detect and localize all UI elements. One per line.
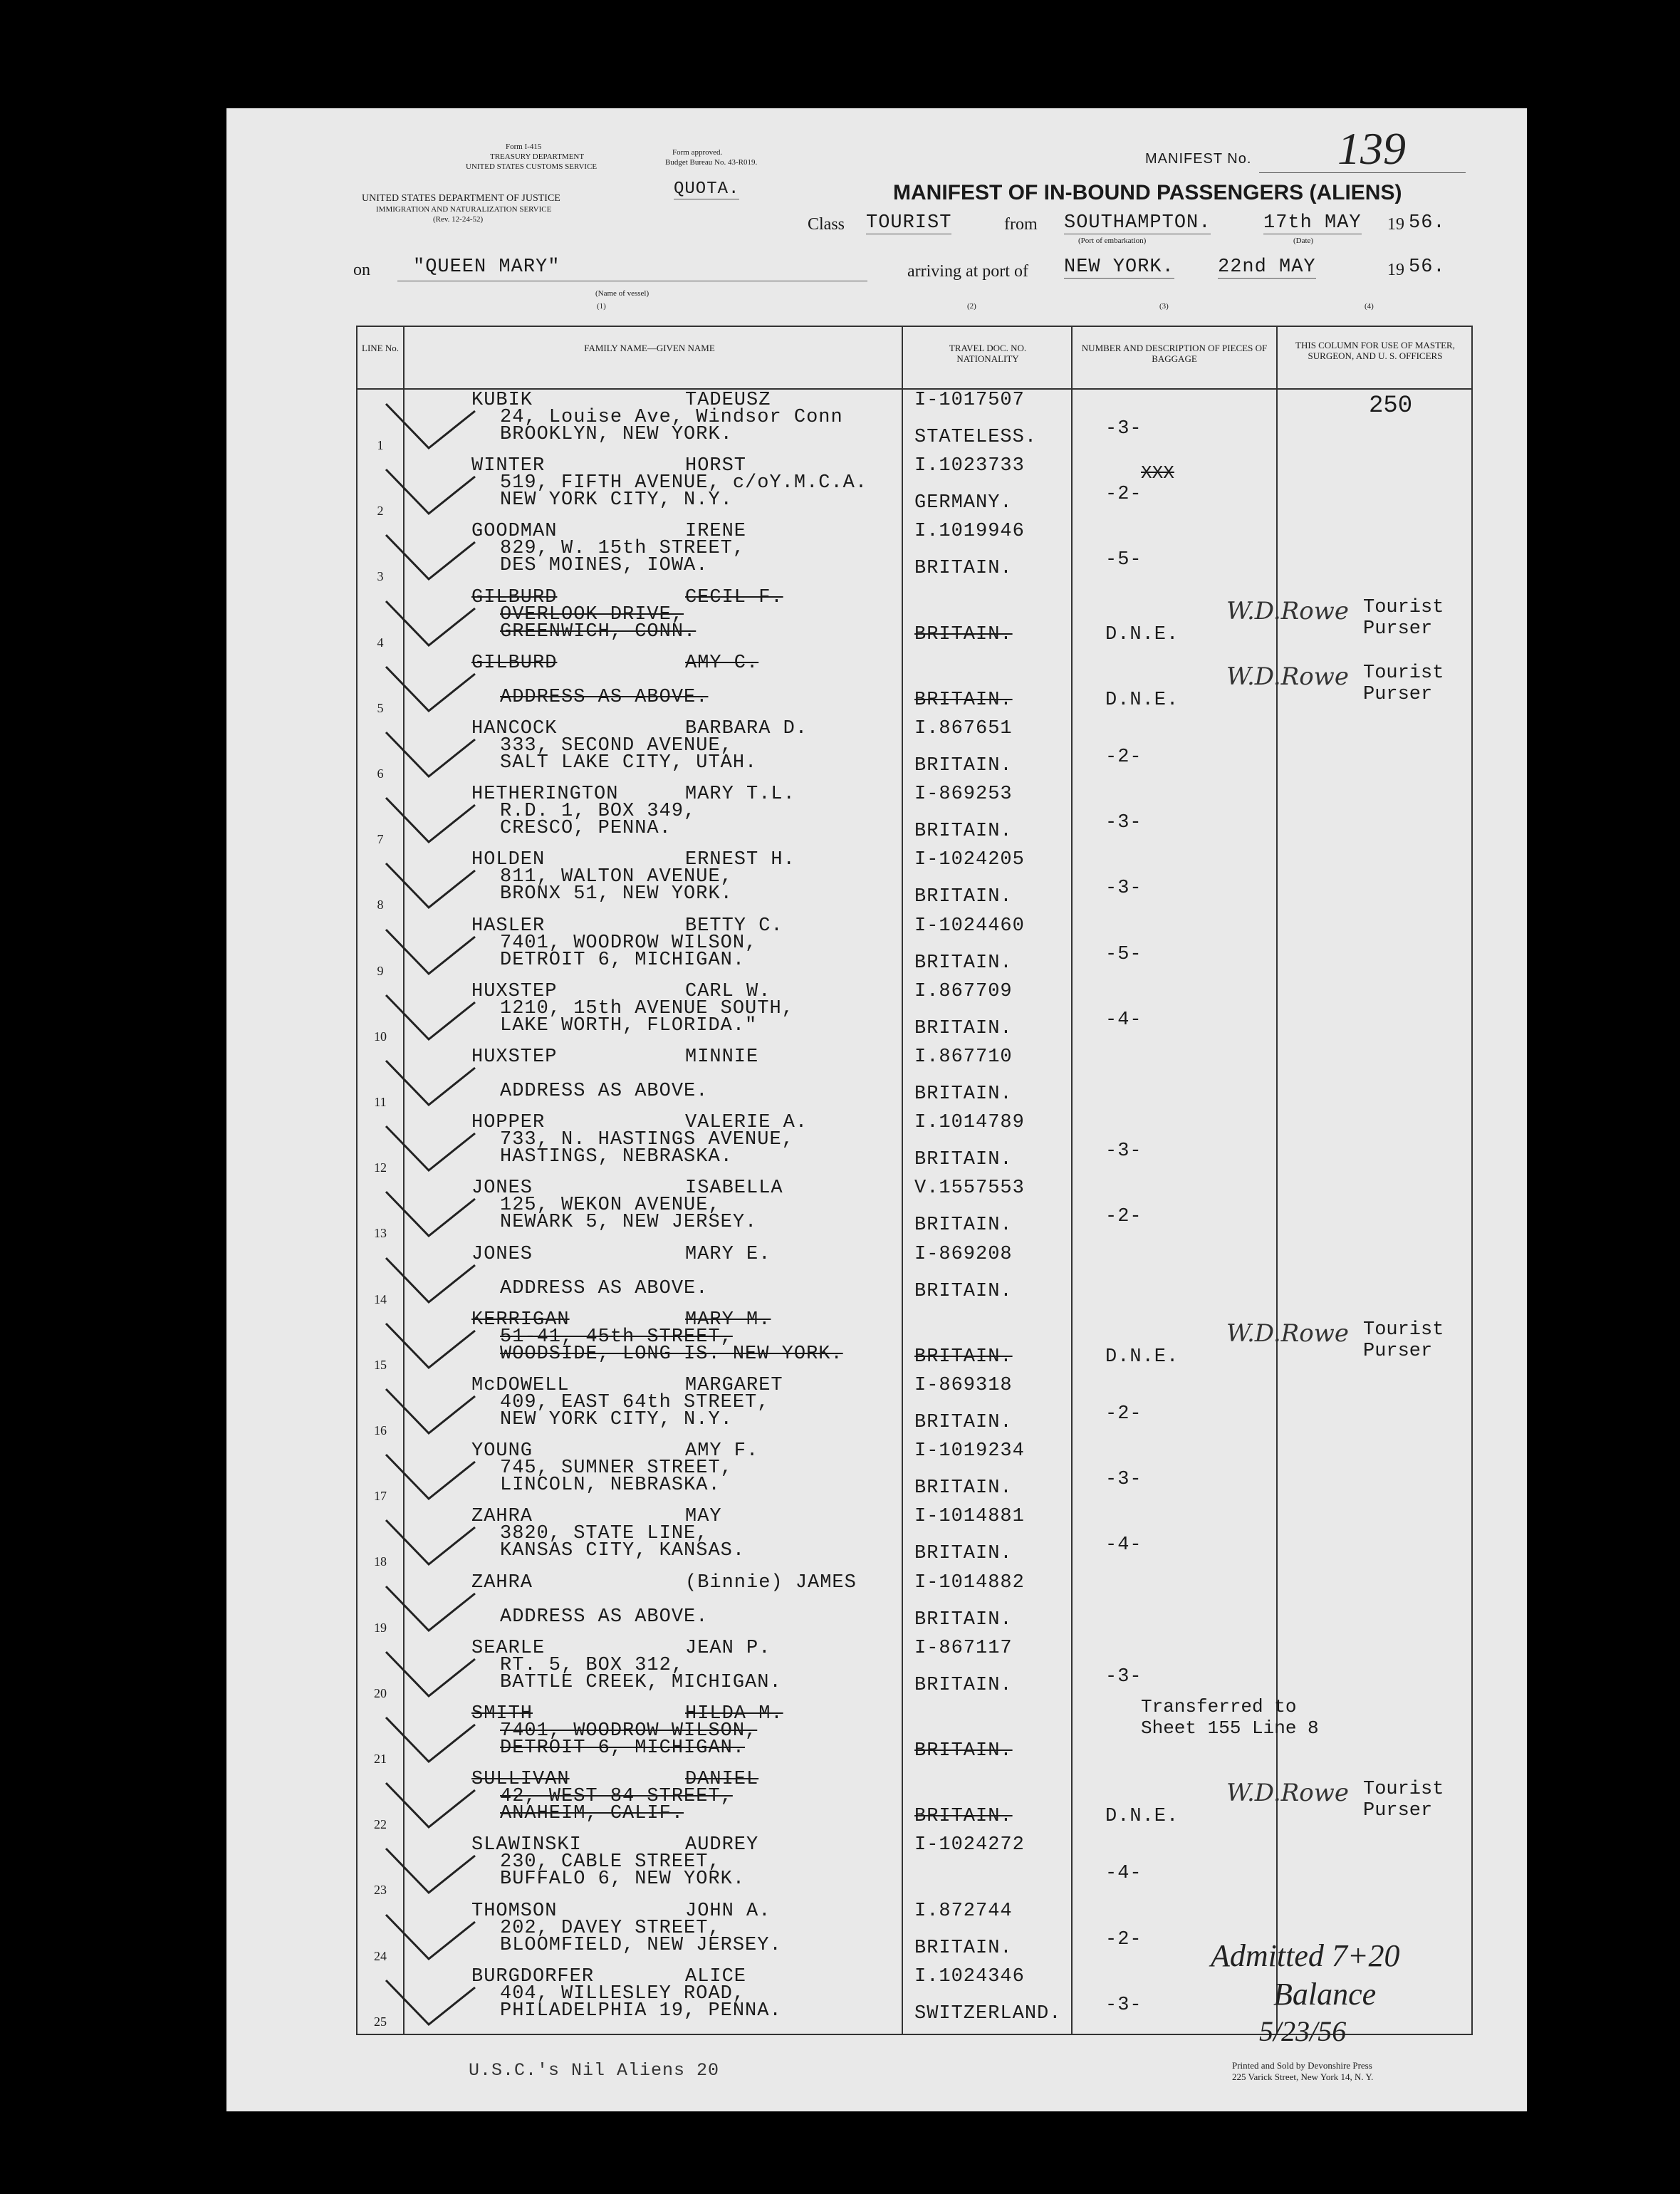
line-number: 19: [374, 1620, 387, 1635]
address-line-1: 202, DAVEY STREET,: [500, 1917, 721, 1939]
baggage-count: -4-: [1105, 1863, 1142, 1885]
line-number: 17: [374, 1489, 387, 1504]
arrival-year-prefix: 19: [1387, 261, 1404, 279]
manifest-entry: [358, 1375, 1471, 1440]
line-number: 20: [374, 1685, 387, 1700]
baggage-count: -2-: [1105, 484, 1142, 506]
port-embarkation-caption: (Port of embarkation): [1078, 236, 1147, 245]
line-number: 1: [377, 438, 384, 452]
baggage-count: -4-: [1105, 1534, 1142, 1556]
manifest-entry: [358, 1244, 1471, 1309]
given-name: IRENE: [685, 521, 747, 543]
manifest-no-underline: [1259, 172, 1466, 173]
travel-doc-number: I.1014789: [914, 1112, 1025, 1134]
given-name: (Binnie) JAMES: [685, 1571, 857, 1593]
line-number: 5: [377, 700, 384, 715]
line-number: 11: [374, 1095, 387, 1109]
form-revision: (Rev. 12-24-52): [433, 215, 484, 224]
travel-doc-number: I.872744: [914, 1900, 1013, 1922]
family-name: HUXSTEP: [471, 1046, 558, 1068]
nationality: BRITAIN.: [914, 1543, 1013, 1565]
baggage-count: -2-: [1105, 1403, 1142, 1425]
did-not-embark: D.N.E.: [1105, 623, 1179, 645]
line-number: 3: [377, 569, 384, 584]
nationality: BRITAIN.: [914, 1477, 1013, 1499]
arrival-date: 22nd MAY: [1218, 256, 1316, 278]
address-line-1: 230, CABLE STREET,: [500, 1851, 721, 1873]
given-name: MINNIE: [685, 1046, 759, 1068]
from-label: from: [1004, 215, 1038, 234]
nationality: BRITAIN.: [914, 1083, 1013, 1105]
purser-signature: W.D.Rowe: [1226, 1319, 1349, 1348]
address-line-2: ADDRESS AS ABOVE.: [500, 1277, 709, 1299]
arrival-year: 56.: [1409, 256, 1446, 278]
family-name: JONES: [471, 1177, 533, 1200]
given-name: CECIL F.: [685, 586, 783, 608]
manifest-entry: [358, 1696, 1471, 1769]
nationality: BRITAIN.: [914, 755, 1013, 776]
family-name: HANCOCK: [471, 718, 558, 739]
family-name: McDOWELL: [471, 1375, 570, 1396]
manifest-entry: [358, 1309, 1471, 1375]
handwritten-date: 5/23/56: [1259, 2015, 1347, 2047]
address-line-1: 745, SUMNER STREET,: [500, 1457, 733, 1480]
given-name: JEAN P.: [685, 1637, 771, 1659]
baggage-count: -3-: [1105, 1665, 1142, 1688]
col-header-officers: THIS COLUMN FOR USE OF MASTER, SURGEON, AND U. S. OFFICERS: [1295, 340, 1455, 361]
address-line-2: NEW YORK CITY, N.Y.: [500, 489, 733, 511]
travel-doc-number: I.867651: [914, 718, 1013, 739]
family-name: GILBURD: [471, 652, 558, 674]
family-name: ZAHRA: [471, 1506, 533, 1528]
address-line-2: ADDRESS AS ABOVE.: [500, 686, 709, 708]
nationality: SWITZERLAND.: [914, 2002, 1062, 2024]
travel-doc-number: I-1014882: [914, 1571, 1025, 1593]
travel-doc-number: I-869253: [914, 784, 1013, 806]
form-service: UNITED STATES CUSTOMS SERVICE: [466, 162, 598, 171]
address-line-1: 811, WALTON AVENUE,: [500, 866, 733, 888]
family-name: GOODMAN: [471, 521, 558, 543]
given-name: MARY M.: [685, 1309, 771, 1331]
given-name: CARL W.: [685, 980, 771, 1002]
address-line-2: KANSAS CITY, KANSAS.: [500, 1540, 746, 1562]
family-name: YOUNG: [471, 1440, 533, 1462]
officer-remark: Transferred to Sheet 155 Line 8: [1141, 1696, 1319, 1739]
family-name: BURGDORFER: [471, 1965, 595, 1987]
given-name: TADEUSZ: [685, 390, 771, 411]
manifest-number: 139: [1337, 123, 1406, 174]
manifest-entry: [358, 521, 1471, 586]
nationality: BRITAIN.: [914, 1740, 1013, 1762]
class-label: Class: [808, 215, 845, 234]
address-line-1: 1210, 15th AVENUE SOUTH,: [500, 997, 794, 1019]
baggage-count: -3-: [1105, 1994, 1142, 2016]
address-line-1: 333, SECOND AVENUE,: [500, 735, 733, 757]
address-line-2: BLOOMFIELD, NEW JERSEY.: [500, 1934, 782, 1956]
address-line-2: NEWARK 5, NEW JERSEY.: [500, 1212, 758, 1234]
family-name: SLAWINSKI: [471, 1834, 582, 1856]
manifest-entry: [358, 1177, 1471, 1243]
vessel-name: "QUEEN MARY": [413, 256, 560, 278]
address-line-2: ADDRESS AS ABOVE.: [500, 1081, 709, 1102]
departure-date: 17th MAY: [1263, 212, 1362, 234]
family-name: HASLER: [471, 915, 546, 937]
family-name: SULLIVAN: [471, 1769, 570, 1791]
manifest-entry: [358, 1506, 1471, 1571]
address-line-2: LAKE WORTH, FLORIDA.": [500, 1014, 758, 1036]
address-line-2: CRESCO, PENNA.: [500, 818, 672, 840]
address-line-2: BRONX 51, NEW YORK.: [500, 883, 733, 905]
family-name: GILBURD: [471, 586, 558, 608]
nationality: STATELESS.: [914, 427, 1038, 448]
col-header-line-no: LINE No.: [362, 343, 399, 353]
address-line-1: 404, WILLESLEY ROAD,: [500, 1982, 746, 2005]
form-approved: Form approved.: [672, 148, 723, 157]
address-line-2: WOODSIDE, LONG IS. NEW YORK.: [500, 1343, 843, 1365]
line-number: 8: [377, 898, 384, 913]
family-name: HOPPER: [471, 1112, 546, 1134]
line-number: 14: [374, 1291, 387, 1306]
manifest-entry: [358, 653, 1471, 718]
nationality: BRITAIN.: [914, 689, 1013, 711]
purser-signature: W.D.Rowe: [1226, 1779, 1349, 1808]
travel-doc-number: I.867710: [914, 1046, 1013, 1068]
given-name: ERNEST H.: [685, 849, 795, 871]
travel-doc-number: I.1023733: [914, 455, 1025, 477]
nationality: BRITAIN.: [914, 1149, 1013, 1171]
line-number: 12: [374, 1160, 387, 1175]
family-name: SEARLE: [471, 1637, 546, 1659]
manifest-entry: [358, 784, 1471, 849]
family-name: HUXSTEP: [471, 980, 558, 1002]
travel-doc-number: I-1024460: [914, 915, 1025, 937]
form-justice: UNITED STATES DEPARTMENT OF JUSTICE: [362, 193, 560, 204]
baggage-count: -2-: [1105, 1206, 1142, 1228]
address-line-1: 51-41, 45th STREET,: [500, 1326, 733, 1348]
col-header-travel: TRAVEL DOC. NO. NATIONALITY: [949, 343, 1027, 364]
given-name: BETTY C.: [685, 915, 783, 937]
family-name: SMITH: [471, 1703, 533, 1725]
printer-line-2: 225 Varick Street, New York 14, N. Y.: [1232, 2071, 1374, 2082]
nationality: BRITAIN.: [914, 821, 1013, 843]
address-line-2: HASTINGS, NEBRASKA.: [500, 1146, 733, 1168]
line-number: 10: [374, 1029, 387, 1044]
address-line-1: 829, W. 15th STREET,: [500, 538, 746, 560]
class-value: TOURIST: [866, 212, 952, 234]
manifest-entry: [358, 1046, 1471, 1112]
given-name: AMY C.: [685, 652, 759, 674]
address-line-1: 733, N. HASTINGS AVENUE,: [500, 1129, 794, 1151]
address-line-1: 125, WEKON AVENUE,: [500, 1195, 721, 1217]
vessel-caption: (Name of vessel): [595, 289, 649, 298]
did-not-embark: D.N.E.: [1105, 689, 1179, 711]
nationality: BRITAIN.: [914, 1608, 1013, 1631]
travel-doc-number: I-869318: [914, 1375, 1013, 1396]
officer-remark: XXX: [1141, 462, 1174, 484]
baggage-count: -3-: [1105, 812, 1142, 834]
baggage-count: -3-: [1105, 878, 1142, 900]
col-header-name: FAMILY NAME—GIVEN NAME: [584, 343, 715, 353]
address-line-2: NEW YORK CITY, N.Y.: [500, 1409, 733, 1430]
line-number: 23: [374, 1883, 387, 1898]
col-header-baggage: NUMBER AND DESCRIPTION OF PIECES OF BAGGAGE: [1081, 343, 1268, 364]
given-name: ISABELLA: [685, 1177, 783, 1200]
travel-doc-number: I-1014881: [914, 1506, 1025, 1528]
baggage-count: -5-: [1105, 943, 1142, 965]
col-num-4: (4): [1365, 302, 1374, 311]
baggage-count: -2-: [1105, 747, 1142, 768]
family-name: HOLDEN: [471, 849, 546, 871]
line-number: 9: [377, 963, 384, 978]
printer-line-1: Printed and Sold by Devonshire Press: [1232, 2060, 1372, 2071]
form-ins: IMMIGRATION AND NATURALIZATION SERVICE: [376, 205, 552, 214]
address-line-1: RT. 5, BOX 312,: [500, 1654, 684, 1676]
travel-doc-number: I-1019234: [914, 1440, 1025, 1462]
baggage-count: -3-: [1105, 418, 1142, 440]
purser-title: Tourist Purser: [1363, 662, 1444, 705]
family-name: ZAHRA: [471, 1571, 533, 1593]
line-number: 24: [374, 1948, 387, 1963]
given-name: MARY T.L.: [685, 784, 795, 806]
col-num-2: (2): [967, 302, 976, 311]
col-num-1: (1): [597, 302, 606, 311]
manifest-entry: [358, 1769, 1471, 1834]
date-caption: (Date): [1293, 236, 1314, 245]
family-name: WINTER: [471, 455, 546, 477]
baggage-count: -4-: [1105, 1009, 1142, 1031]
nationality: BRITAIN.: [914, 623, 1013, 645]
line-number: 15: [374, 1357, 387, 1372]
manifest-page: [226, 108, 1527, 2111]
address-line-1: 42, WEST 84 STREET,: [500, 1786, 733, 1808]
address-line-2: ADDRESS AS ABOVE.: [500, 1606, 709, 1628]
alien-tally: U.S.C.'s Nil Aliens 20: [469, 2060, 720, 2081]
purser-signature: W.D.Rowe: [1226, 596, 1349, 625]
nationality: BRITAIN.: [914, 558, 1013, 580]
address-line-2: PHILADELPHIA 19, PENNA.: [500, 2000, 782, 2022]
handwritten-admitted: Admitted 7+20: [1211, 1938, 1400, 1973]
col-num-3: (3): [1159, 302, 1169, 311]
travel-doc-number: I-1024205: [914, 849, 1025, 871]
given-name: AMY F.: [685, 1440, 759, 1462]
address-line-2: SALT LAKE CITY, UTAH.: [500, 752, 758, 774]
departure-year-prefix: 19: [1387, 215, 1404, 234]
address-line-1: 519, FIFTH AVENUE, c/oY.M.C.A.: [500, 472, 868, 494]
given-name: ALICE: [685, 1965, 747, 1987]
family-name: HETHERINGTON: [471, 784, 619, 806]
given-name: AUDREY: [685, 1834, 759, 1856]
line-number: 6: [377, 766, 384, 781]
port-of-embarkation: SOUTHAMPTON.: [1064, 212, 1211, 234]
handwritten-balance: Balance: [1273, 1977, 1377, 2012]
baggage-count: -5-: [1105, 549, 1142, 571]
nationality: BRITAIN.: [914, 1280, 1013, 1302]
address-line-2: DES MOINES, IOWA.: [500, 555, 709, 577]
address-line-1: OVERLOOK DRIVE,: [500, 603, 684, 625]
address-line-2: GREENWICH, CONN.: [500, 620, 696, 643]
given-name: MARGARET: [685, 1375, 783, 1396]
on-label: on: [353, 261, 370, 279]
manifest-entry: [358, 849, 1471, 915]
manifest-entry: [358, 1834, 1471, 1900]
nationality: BRITAIN.: [914, 1346, 1013, 1368]
manifest-title: MANIFEST OF IN-BOUND PASSENGERS (ALIENS): [893, 181, 1402, 204]
baggage-count: -3-: [1105, 1469, 1142, 1491]
address-line-2: DETROIT 6, MICHIGAN.: [500, 1737, 746, 1759]
manifest-entry: [358, 718, 1471, 784]
address-line-2: BUFFALO 6, NEW YORK.: [500, 1868, 746, 1891]
nationality: BRITAIN.: [914, 1412, 1013, 1433]
travel-doc-number: I-1024272: [914, 1834, 1025, 1856]
manifest-table: [356, 326, 1473, 2035]
manifest-entry: [358, 1440, 1471, 1506]
nationality: BRITAIN.: [914, 1674, 1013, 1696]
line-number: 2: [377, 504, 384, 519]
line-number: 7: [377, 832, 384, 847]
given-name: HORST: [685, 455, 747, 477]
arrival-port: NEW YORK.: [1064, 256, 1174, 278]
purser-title: Tourist Purser: [1363, 596, 1444, 640]
address-line-2: BROOKLYN, NEW YORK.: [500, 424, 733, 445]
family-name: JONES: [471, 1243, 533, 1265]
line-number: 21: [374, 1752, 387, 1766]
travel-doc-number: V.1557553: [914, 1177, 1025, 1200]
manifest-entry: [358, 915, 1471, 981]
travel-doc-number: I.867709: [914, 980, 1013, 1002]
departure-year: 56.: [1409, 212, 1446, 234]
travel-doc-number: I-1017507: [914, 390, 1025, 411]
address-line-2: DETROIT 6, MICHIGAN.: [500, 949, 746, 971]
did-not-embark: D.N.E.: [1105, 1806, 1179, 1828]
budget-bureau: Budget Bureau No. 43-R019.: [665, 158, 758, 167]
purser-title: Tourist Purser: [1363, 1319, 1444, 1362]
purser-signature: W.D.Rowe: [1226, 662, 1349, 691]
address-line-1: 3820, STATE LINE,: [500, 1523, 709, 1545]
travel-doc-number: I.1019946: [914, 521, 1025, 543]
address-line-2: ANAHEIM, CALIF.: [500, 1803, 684, 1825]
nationality: BRITAIN.: [914, 1215, 1013, 1237]
address-line-1: 24, Louise Ave, Windsor Conn: [500, 407, 843, 428]
travel-doc-number: I-869208: [914, 1243, 1013, 1265]
manifest-entry: [358, 1572, 1471, 1638]
baggage-count: -3-: [1105, 1140, 1142, 1163]
line-number: 13: [374, 1226, 387, 1241]
family-name: KERRIGAN: [471, 1309, 570, 1331]
family-name: THOMSON: [471, 1900, 558, 1922]
line-number: 22: [374, 1817, 387, 1832]
family-name: KUBIK: [471, 390, 533, 411]
quota-label: QUOTA.: [674, 180, 740, 199]
given-name: BARBARA D.: [685, 718, 808, 739]
arriving-label: arriving at port of: [907, 262, 1028, 281]
form-department: TREASURY DEPARTMENT: [490, 152, 585, 161]
address-line-1: 7401, WOODROW WILSON,: [500, 932, 758, 954]
nationality: GERMANY.: [914, 492, 1013, 514]
address-line-1: R.D. 1, BOX 349,: [500, 801, 696, 823]
manifest-entry: [358, 981, 1471, 1046]
manifest-entry: [358, 390, 1471, 455]
baggage-count: -2-: [1105, 1928, 1142, 1950]
given-name: MARY E.: [685, 1243, 771, 1265]
officer-remark: 250: [1369, 392, 1413, 420]
given-name: JOHN A.: [685, 1900, 771, 1922]
given-name: DANIEL: [685, 1769, 759, 1791]
manifest-entry: [358, 587, 1471, 653]
line-number: 4: [377, 635, 384, 650]
address-line-1: 409, EAST 64th STREET,: [500, 1392, 770, 1413]
given-name: MAY: [685, 1506, 722, 1528]
travel-doc-number: I-867117: [914, 1637, 1013, 1659]
form-number: Form I-415: [506, 142, 542, 151]
address-line-1: 7401, WOODROW WILSON,: [500, 1720, 758, 1742]
line-number: 18: [374, 1554, 387, 1569]
address-line-2: BATTLE CREEK, MICHIGAN.: [500, 1671, 782, 1693]
line-number: 25: [374, 2014, 387, 2029]
purser-title: Tourist Purser: [1363, 1779, 1444, 1822]
nationality: BRITAIN.: [914, 952, 1013, 974]
travel-doc-number: I.1024346: [914, 1965, 1025, 1987]
nationality: BRITAIN.: [914, 1017, 1013, 1039]
nationality: BRITAIN.: [914, 886, 1013, 908]
given-name: HILDA M.: [685, 1703, 783, 1725]
manifest-entry: [358, 455, 1471, 521]
manifest-entry: [358, 1112, 1471, 1177]
manifest-entry: [358, 1638, 1471, 1703]
nationality: BRITAIN.: [914, 1937, 1013, 1959]
address-line-2: LINCOLN, NEBRASKA.: [500, 1475, 721, 1497]
did-not-embark: D.N.E.: [1105, 1346, 1179, 1368]
line-number: 16: [374, 1423, 387, 1437]
manifest-no-label: MANIFEST No.: [1145, 151, 1252, 167]
given-name: VALERIE A.: [685, 1112, 808, 1134]
nationality: BRITAIN.: [914, 1806, 1013, 1828]
